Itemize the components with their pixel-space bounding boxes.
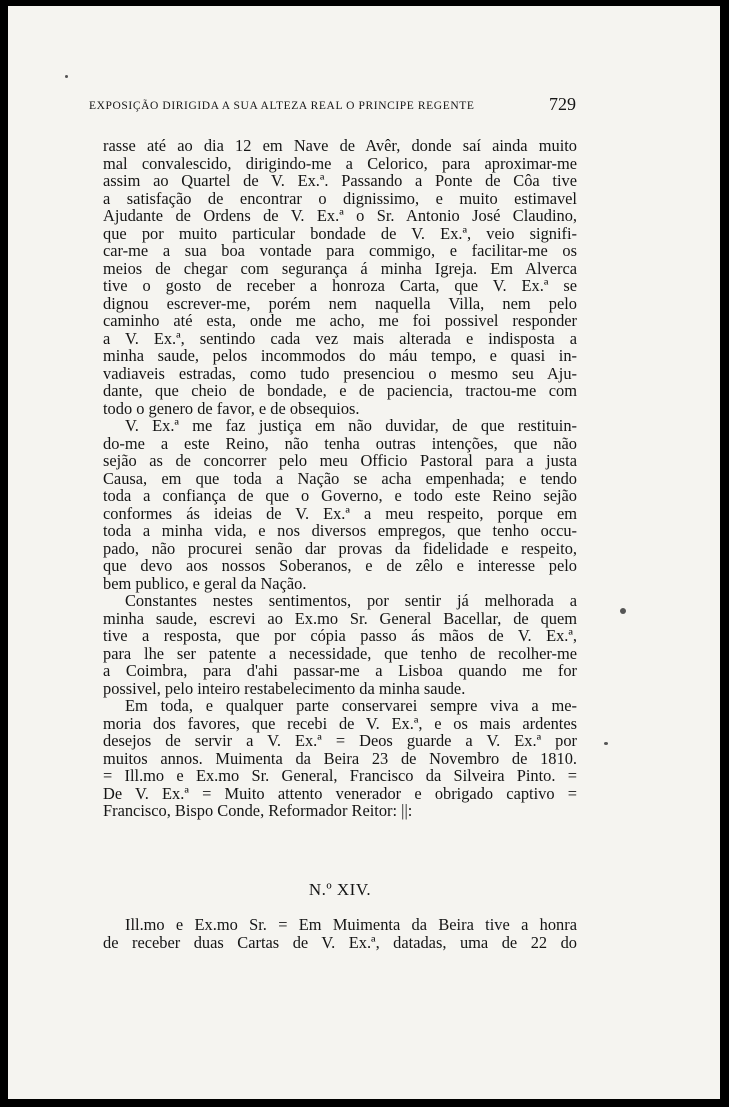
text-line: todo o genero de favor, e de obsequios. — [103, 398, 360, 418]
scan-speck — [604, 742, 608, 745]
text-line: conformes ás ideias de V. Ex.ª a meu respeito, porque em — [103, 503, 577, 523]
text-line: tive o gosto de receber a honroza Carta, que V. Ex.ª se — [103, 276, 577, 295]
text-line: que devo aos nossos Soberanos, e de zêlo e interesse pelo — [103, 556, 577, 575]
text-line: vadiaveis estradas, como tudo presenciou o mesmo seu Aju- — [103, 363, 577, 383]
text-line: pado, não procurei senão dar provas da fidelidade e respeito, — [103, 538, 577, 558]
text-line: de receber duas Cartas de V. Ex.ª, datadas, uma de 22 do — [103, 932, 577, 952]
text-line: dignou escrever-me, porém nem naquella Villa, nem pelo — [103, 293, 577, 313]
body-text — [103, 137, 577, 820]
text-line: mal convalescido, dirigindo-me a Celorico, para aproximar-me — [103, 153, 577, 173]
text-line: muitos annos. Muimenta da Beira 23 de Novembro de 1810. — [103, 748, 577, 768]
tail-text — [103, 916, 577, 951]
text-line: a V. Ex.ª, sentindo cada vez mais alterada e indisposta a — [103, 328, 577, 348]
scan-speck — [65, 75, 68, 78]
text-line: do-me a este Reino, não tenha outras intenções, que não — [103, 433, 577, 453]
text-line: moria dos favores, que recebi de V. Ex.ª, e os mais ardentes — [103, 713, 577, 733]
text-line: Em toda, e qualquer parte conservarei sempre viva a me- — [125, 696, 577, 715]
text-line: dante, que cheio de bondade, e de paciencia, tractou-me com — [103, 381, 577, 400]
text-line: toda a minha vida, e nos diversos empregos, que tenho occu- — [103, 521, 577, 540]
text-line: a satisfação de encontrar o dignissimo, e muito estimavel — [103, 188, 577, 208]
text-line: Causa, em que toda a Nação se acha empenhada; e tendo — [103, 468, 577, 488]
text-line: rasse até ao dia 12 em Nave de Avêr, donde saí ainda muito — [103, 136, 577, 155]
text-line: De V. Ex.ª = Muito attento venerador e obrigado captivo = — [103, 783, 577, 803]
text-line: para lhe ser patente a necessidade, que tenho de recolher-me — [103, 643, 577, 663]
text-line: que por muito particular bondade de V. Ex.ª, veio signifi- — [103, 223, 577, 243]
text-line: = Ill.mo e Ex.mo Sr. General, Francisco da Silveira Pinto. = — [103, 766, 577, 785]
text-line: V. Ex.ª me faz justiça em não duvidar, de que restituin- — [125, 416, 577, 435]
running-head: EXPOSIÇÃO DIRIGIDA A SUA ALTEZA REAL O PRINCIPE REGENTE — [89, 100, 475, 112]
text-line: Ajudante de Ordens de V. Ex.ª o Sr. Antonio José Claudino, — [103, 206, 577, 225]
text-line: desejos de servir a V. Ex.ª = Deos guarde a V. Ex.ª por — [103, 731, 577, 750]
page-number: 729 — [549, 94, 576, 114]
text-line: Constantes nestes sentimentos, por sentir já melhorada a — [125, 591, 577, 610]
page-header — [89, 94, 589, 118]
book-page — [8, 6, 720, 1099]
text-line: meios de chegar com segurança á minha Igreja. Em Alverca — [103, 258, 577, 278]
section-heading: N.º XIV. — [308, 880, 372, 899]
text-line: car-me a sua boa vontade para commigo, e facilitar-me os — [103, 241, 577, 260]
scan-speck — [620, 608, 626, 614]
text-line: assim ao Quartel de V. Ex.ª. Passando a Ponte de Côa tive — [103, 171, 577, 190]
text-line: a Coimbra, para d'ahi passar-me a Lisboa quando me for — [103, 661, 577, 680]
text-line: bem publico, e geral da Nação. — [103, 573, 307, 593]
text-line: minha saude, escrevi ao Ex.mo Sr. General Bacellar, de quem — [103, 608, 577, 628]
text-line: Ill.mo e Ex.mo Sr. = Em Muimenta da Beira tive a honra — [125, 915, 577, 934]
text-line: Francisco, Bispo Conde, Reformador Reitor: ||: — [103, 801, 413, 820]
text-line: toda a confiança de que o Governo, e todo este Reino sejão — [103, 486, 577, 505]
text-line: minha saude, pelos incommodos do máu tempo, e quasi in- — [103, 346, 577, 365]
text-line: possivel, pelo inteiro restabelecimento da minha saude. — [103, 678, 466, 698]
text-line: sejão as de concorrer pelo meu Officio Pastoral para a justa — [103, 451, 577, 470]
text-line: caminho até esta, onde me acho, me foi possivel responder — [103, 311, 577, 330]
text-line: tive a resposta, que por cópia passo ás mãos de V. Ex.ª, — [103, 626, 577, 645]
